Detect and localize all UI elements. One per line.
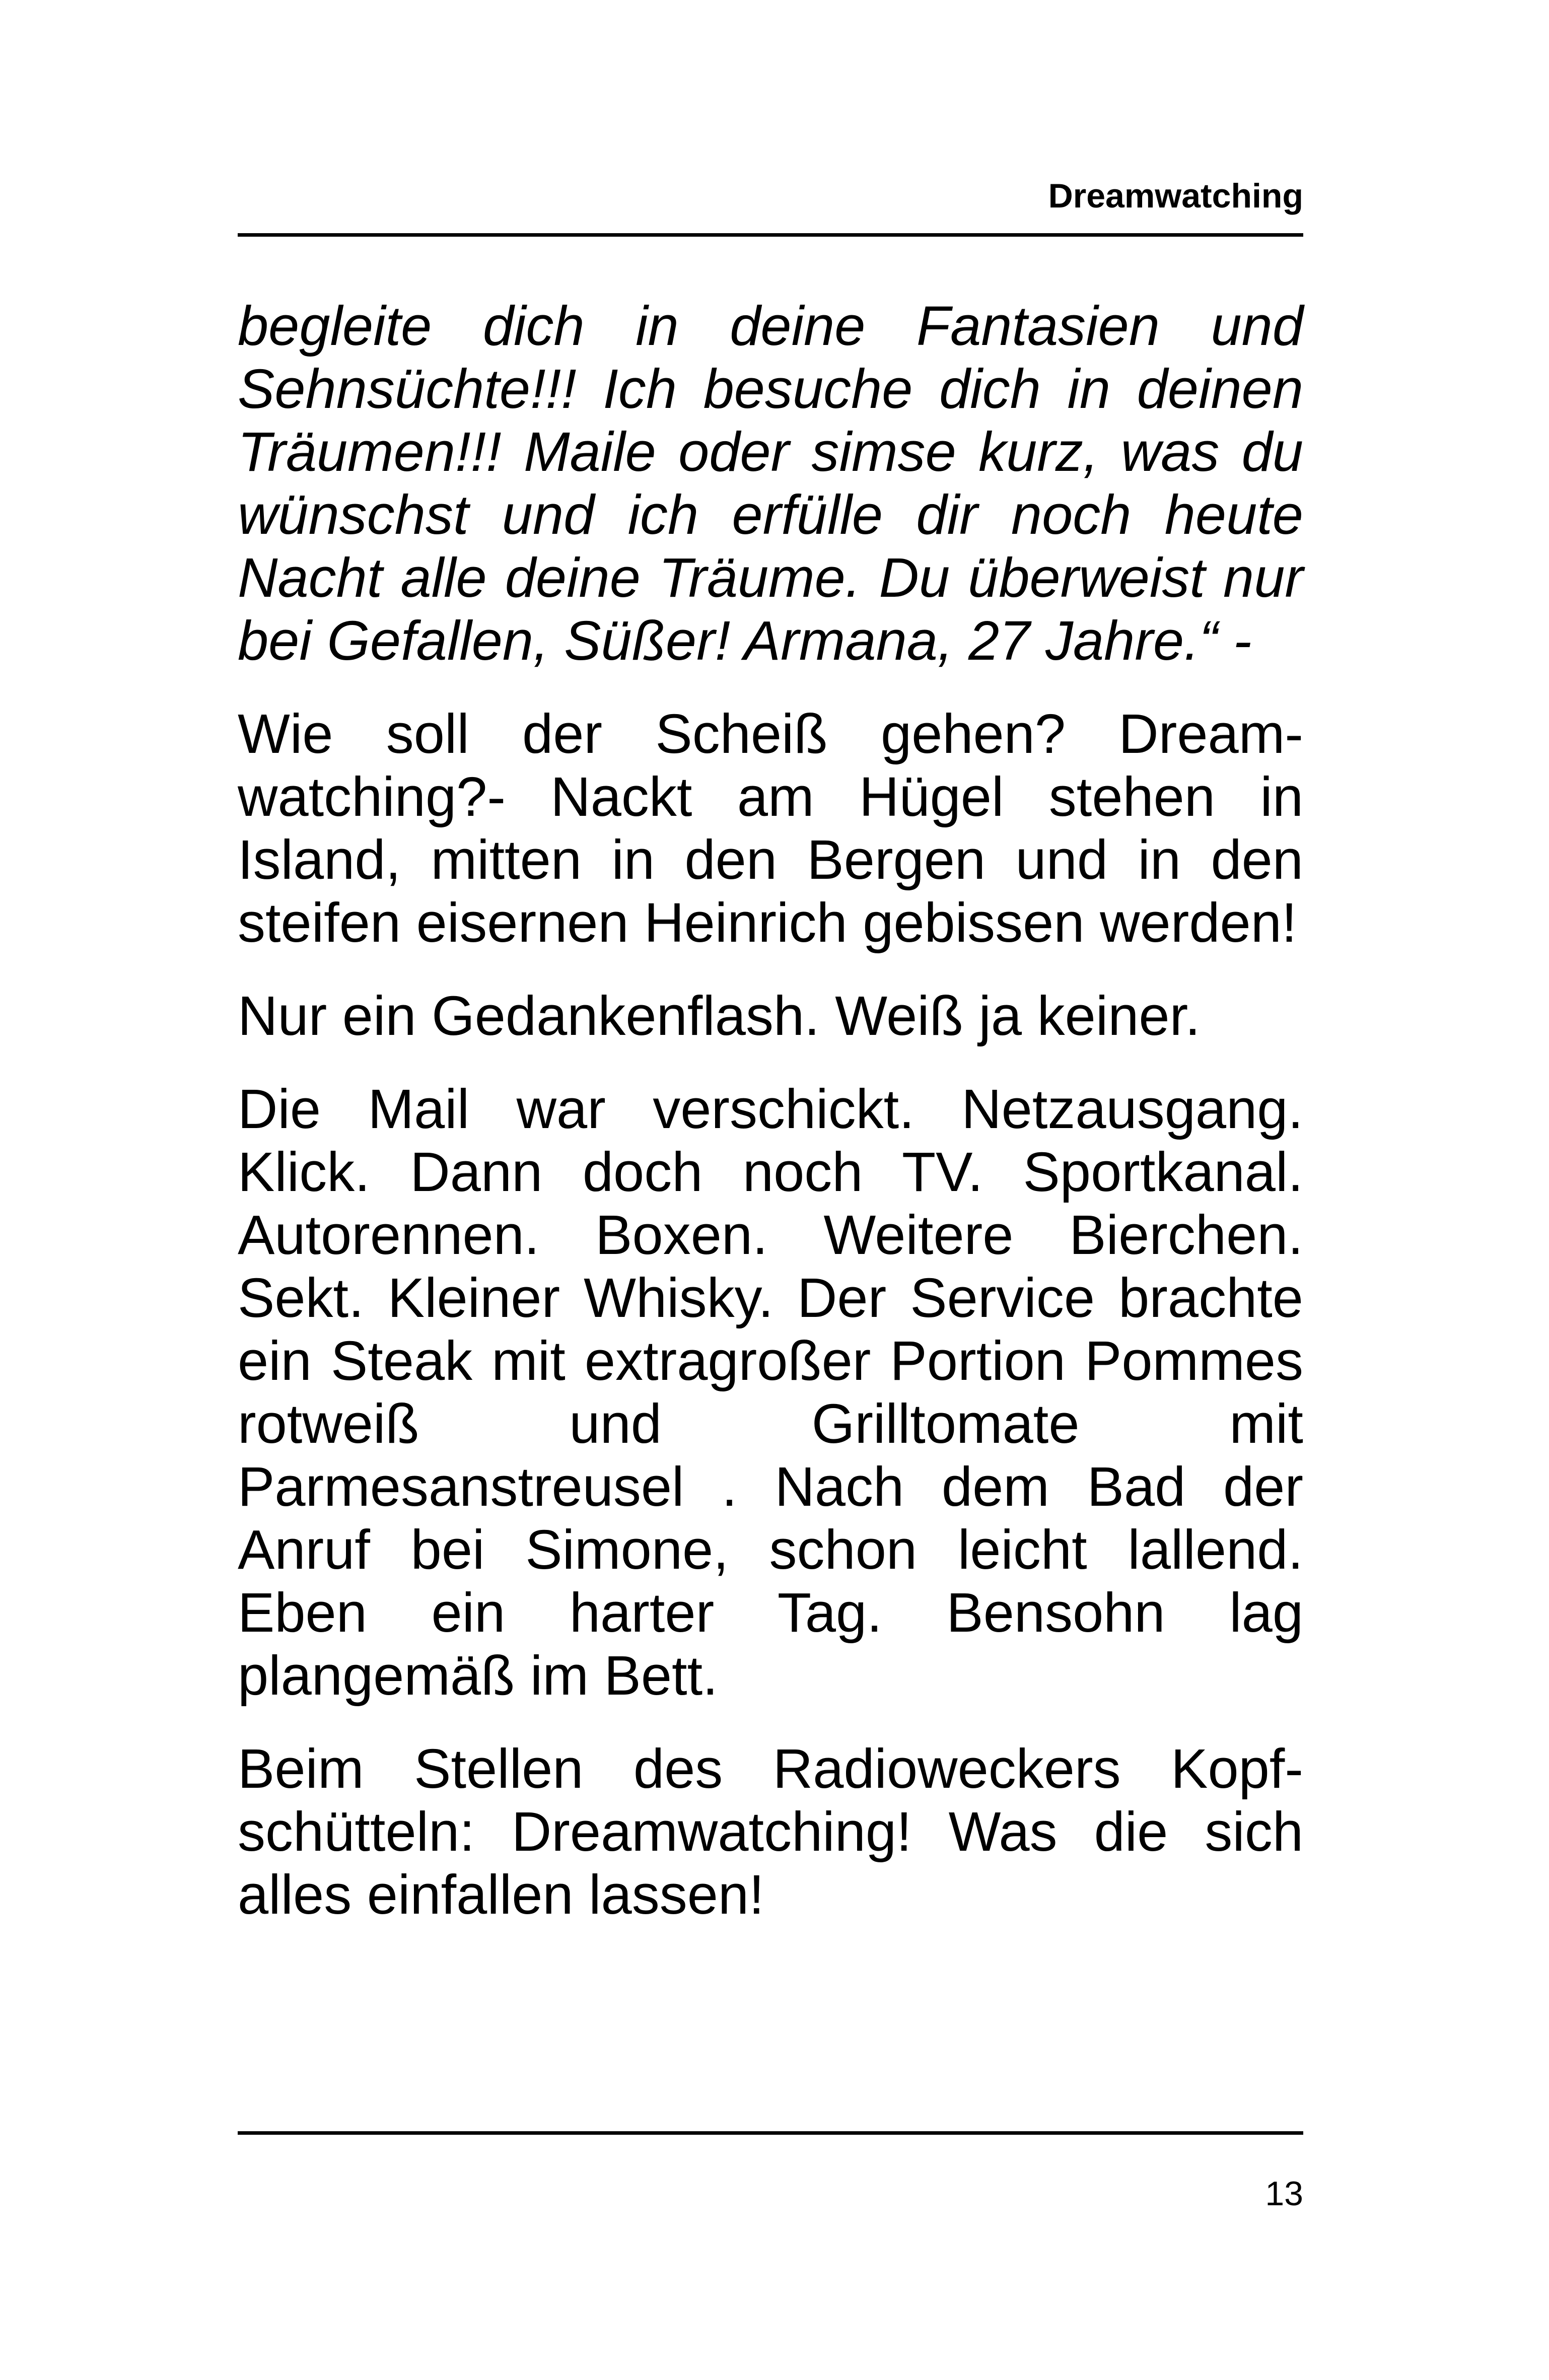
paragraph-quote-continued: begleite dich in deine Fantasien und Sehnsüchte!!! Ich besuche dich in deinen Träumen!!! Maile oder simse kurz, was du wünschst und ich erfülle dir noch heute Nacht alle deine Träume. Du überweist nur bei Gefallen, Süßer! Armana, 27 Jahre.“ - [238, 295, 1303, 672]
paragraph: Nur ein Gedankenflash. Weiß ja keiner. [238, 985, 1201, 1047]
paragraph: Wie soll der Scheiß gehen? Dream-watching?- Nackt am Hügel stehen in Island, mitten in den Bergen und in den steifen eisernen Heinrich gebissen werden! [238, 703, 1303, 954]
paragraph: Die Mail war verschickt. Netzausgang. Klick. Dann doch noch TV. Sportkanal. Autorennen. Boxen. Weitere Bierchen. Sekt. Kleiner Whisky. Der Service brachte ein Steak mit extragroßer Portion Pommes rotweiß und Grilltomate mit Parmesanstreusel . Nach dem Bad der Anruf bei Simone, schon leicht lallend. Eben ein harter Tag. Bensohn lag plangemäß im Bett. [238, 1078, 1303, 1707]
running-header-title: Dreamwatching [1048, 177, 1303, 215]
footer-rule [238, 2131, 1303, 2135]
page-number: 13 [1265, 2175, 1303, 2213]
header-rule [238, 233, 1303, 237]
page-body [238, 295, 1303, 1956]
paragraph: Beim Stellen des Radioweckers Kopf-schütteln: Dreamwatching! Was die sich alles einfallen lassen! [238, 1738, 1303, 1926]
